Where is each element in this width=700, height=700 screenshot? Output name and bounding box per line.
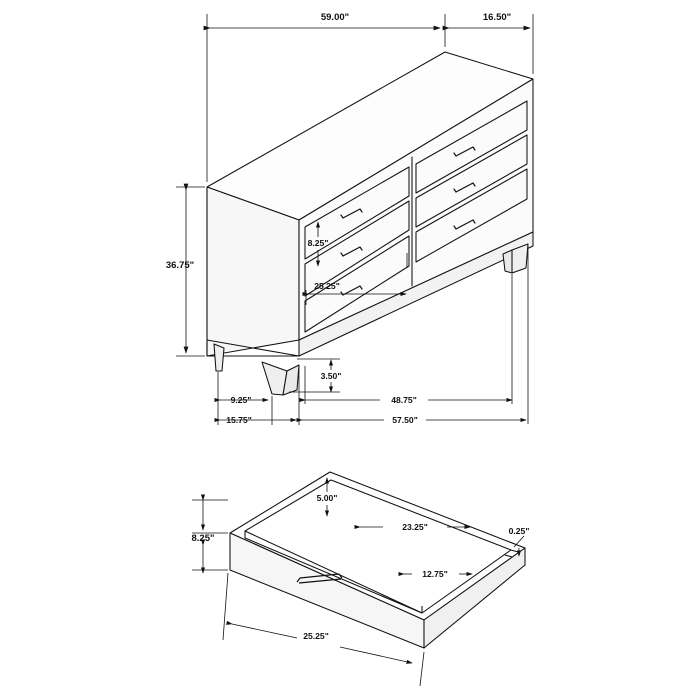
dim-leg-height: 3.50": [320, 371, 342, 381]
dim-leg-depth: 9.25": [230, 395, 252, 405]
dim-drawer-front-width: 25.25": [303, 631, 329, 641]
dim-front-inner-width: 48.75": [391, 395, 417, 405]
dim-top-width: 59.00": [320, 12, 350, 23]
dim-overall-height: 36.75": [165, 260, 195, 271]
dresser-body: [207, 52, 533, 395]
dim-base-width: 57.50": [392, 415, 418, 425]
dim-drawer-width: 25.25": [314, 281, 340, 291]
dim-drawer-side-height: 8.25": [191, 533, 215, 544]
dim-drawer-inner-height: 5.00": [316, 493, 338, 503]
dim-drawer-inner-depth: 12.75": [422, 569, 448, 579]
dim-base-depth: 15.75": [226, 415, 252, 425]
dim-drawer-inner-width: 23.25": [402, 522, 428, 532]
dim-drawer-height: 8.25": [307, 238, 329, 248]
dim-drawer-thickness: 0.25": [508, 526, 530, 536]
dim-top-depth: 16.50": [482, 12, 512, 23]
drawer-detail-body: [230, 472, 525, 648]
